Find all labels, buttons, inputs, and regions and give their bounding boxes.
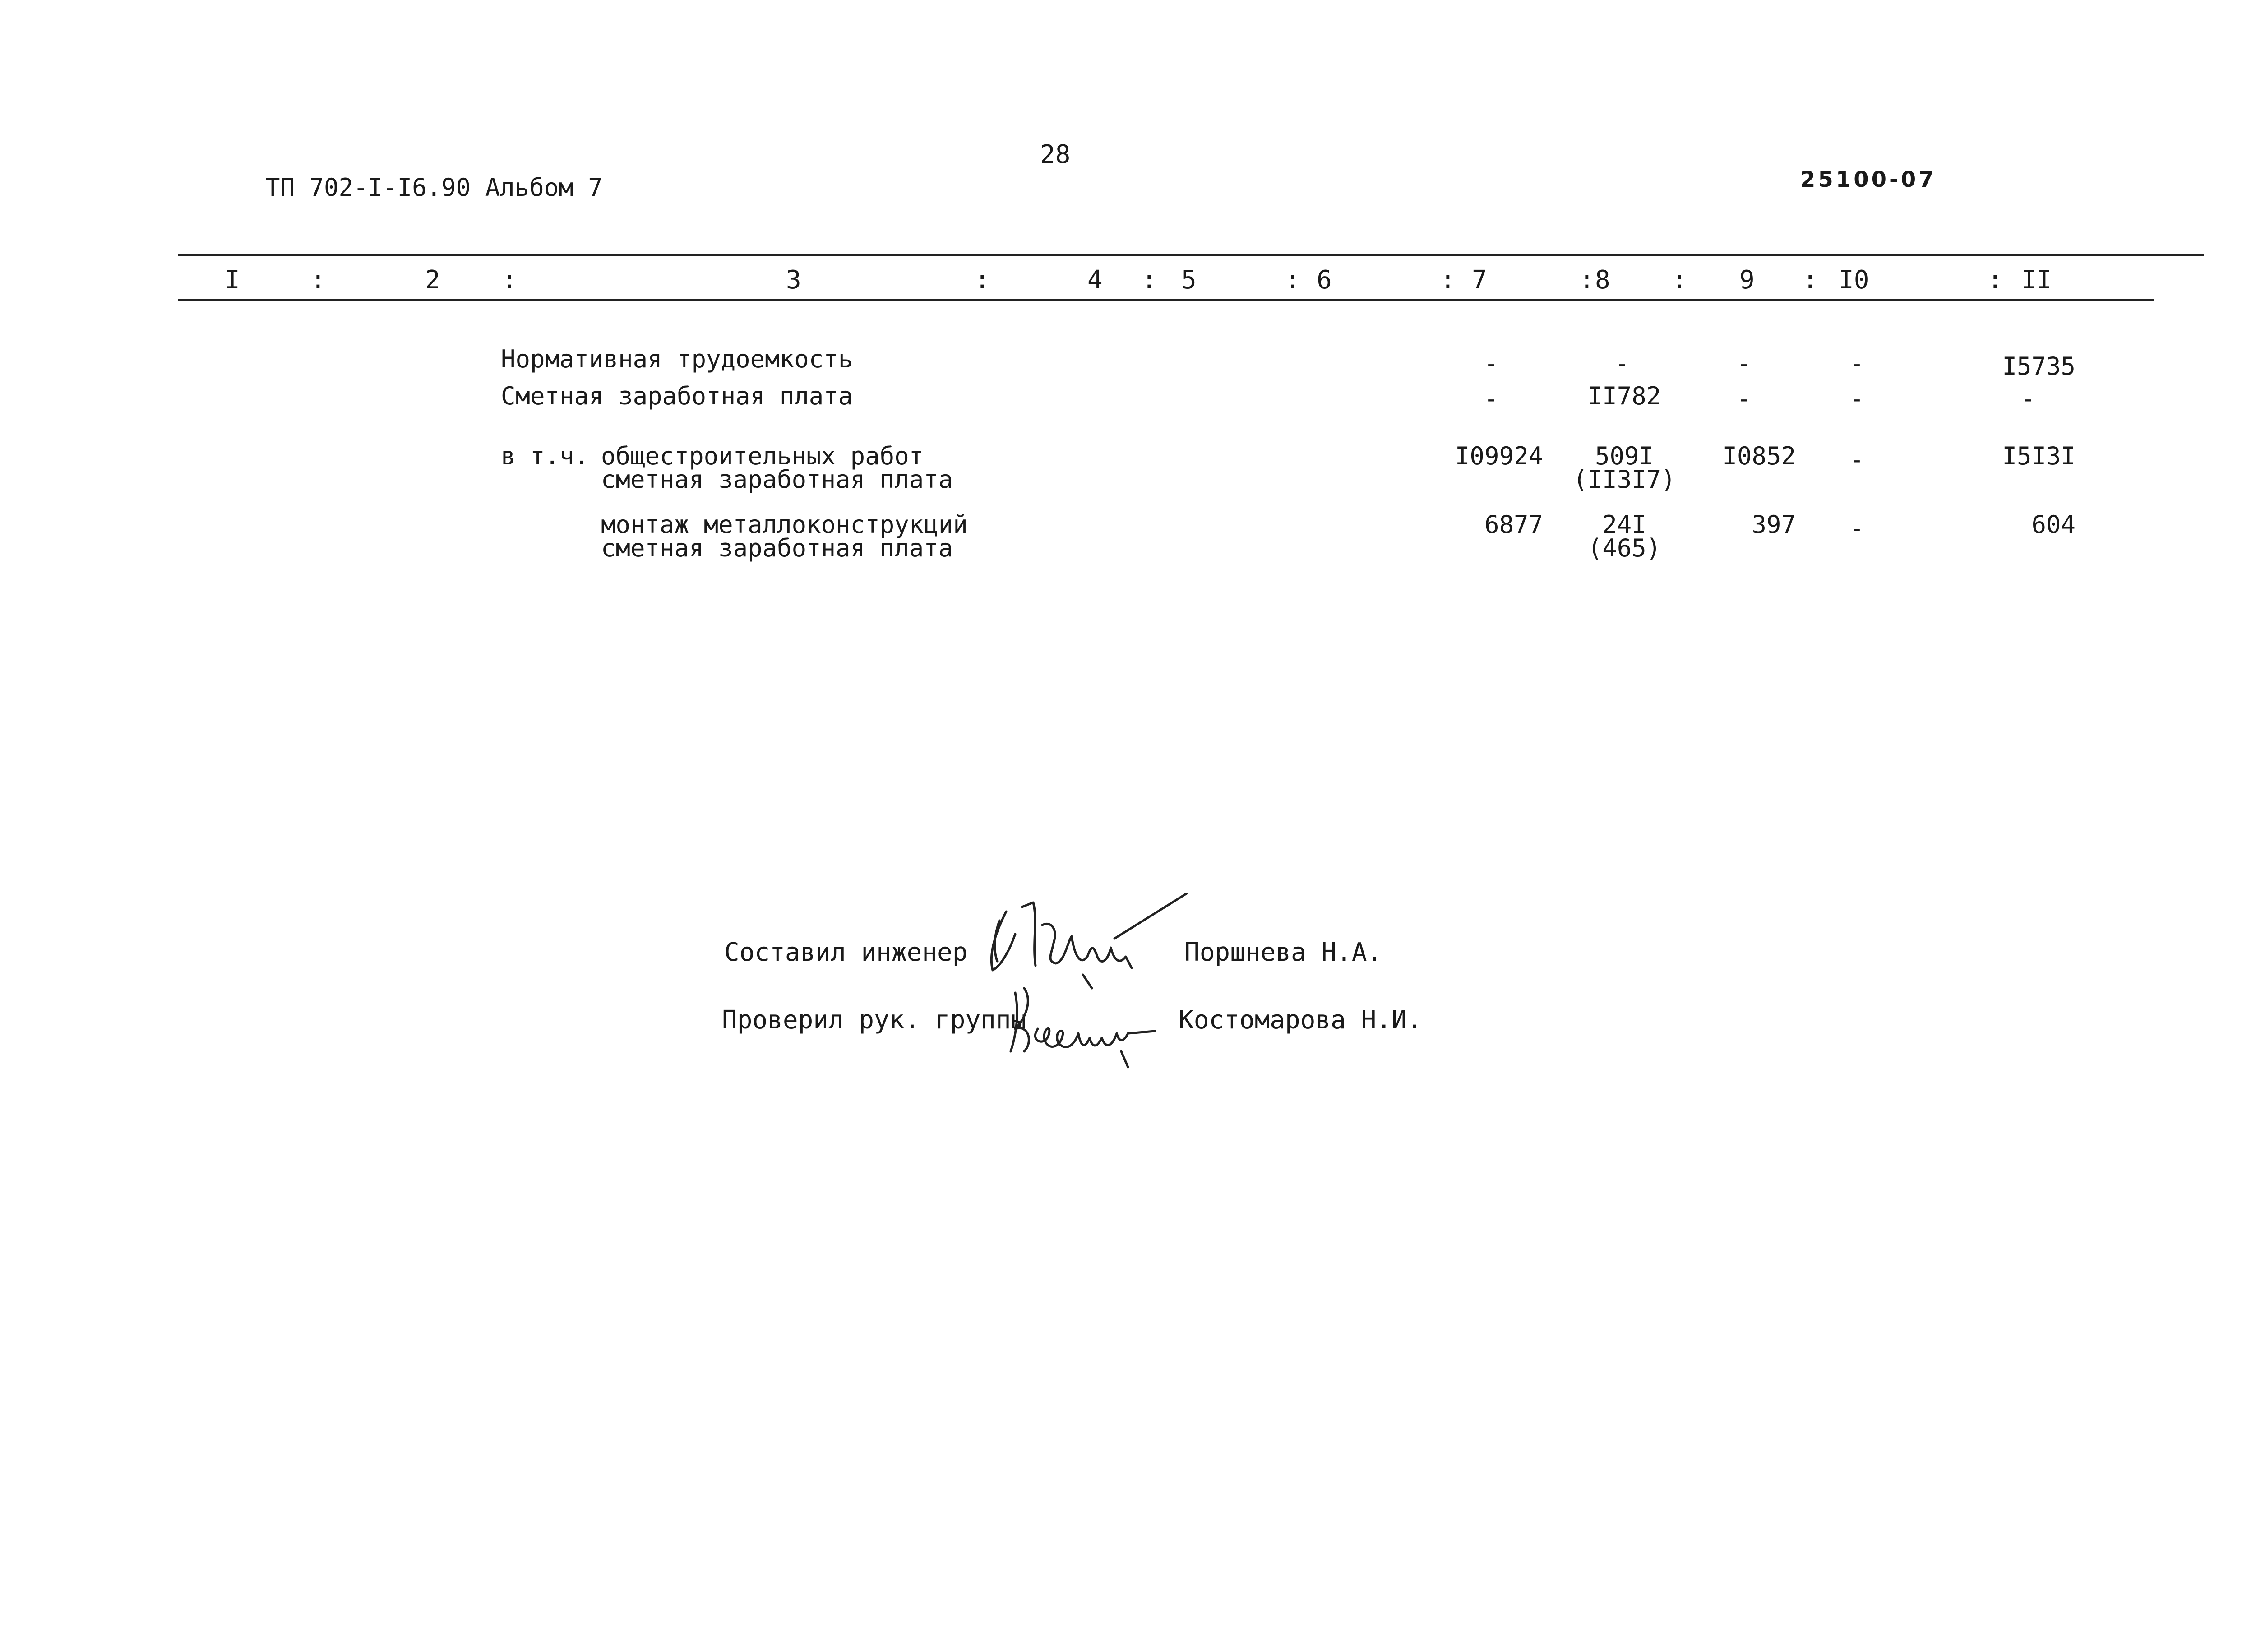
col-separator: : [1988,265,2003,295]
cell-col-9: 397 [1752,510,1796,539]
row-prefix: в т.ч. [501,442,589,470]
col-separator: : [1142,265,1157,295]
cell-col-11: - [2020,384,2036,413]
row-label-sub: сметная заработная плата [601,534,953,562]
col-separator: : [310,265,326,295]
table-top-rule [178,254,2204,256]
row-label-sub: сметная заработная плата [601,465,953,494]
col-header-11: II [2021,265,2052,295]
table-header-bottom-rule [178,299,2154,301]
col-header-1: I [225,265,240,295]
checked-by-label: Проверил рук. группы [722,1005,1026,1035]
cell-col-8-sub: (465) [1587,534,1661,562]
col-separator: : [975,265,990,295]
checked-by-name: Костомарова Н.И. [1179,1005,1422,1035]
col-header-2: 2 [425,265,440,295]
col-separator: : [502,265,517,295]
cell-col-8: II782 [1587,382,1661,410]
col-separator: : [1672,265,1687,295]
cell-col-9: - [1736,384,1752,413]
col-header-8: 8 [1595,265,1610,295]
cell-col-8: 509I [1595,442,1654,470]
col-header-4: 4 [1087,265,1103,295]
cell-col-7: - [1484,384,1499,413]
col-header-3: 3 [786,265,801,295]
col-header-6: 6 [1317,265,1332,295]
cell-col-9: - [1736,349,1752,378]
cell-col-10: - [1849,384,1864,413]
col-header-7: 7 [1472,265,1487,295]
col-header-5: 5 [1181,265,1197,295]
cell-col-11: I5I3I [2002,442,2076,470]
document-code: 25100-07 [1800,167,1937,192]
col-header-9: 9 [1739,265,1755,295]
col-separator: : [1440,265,1456,295]
cell-col-8: 24I [1602,510,1646,539]
cell-col-7: I09924 [1455,442,1543,470]
cell-col-9: I0852 [1722,442,1796,470]
cell-col-11: 604 [2031,510,2076,539]
row-label: монтаж металлоконструкций [601,510,968,539]
row-label: Нормативная трудоемкость [501,345,853,373]
cell-col-7: - [1484,349,1499,378]
cell-col-10: - [1849,349,1864,378]
cell-col-10: - [1849,514,1864,542]
cell-col-8: - [1614,349,1630,378]
cell-col-8-sub: (II3I7) [1573,465,1676,494]
compiled-by-name: Поршнева Н.А. [1184,938,1382,967]
col-separator: : [1285,265,1300,295]
compiled-by-label: Составил инженер [724,938,968,967]
col-separator: : [1579,265,1595,295]
col-header-10: I0 [1839,265,1869,295]
col-separator: : [1803,265,1818,295]
checked-signature-image [1006,975,1196,1069]
page-number: 28 [1040,140,1071,169]
row-label: Сметная заработная плата [501,382,853,410]
cell-col-10: - [1849,445,1864,474]
cell-col-7: 6877 [1484,510,1543,539]
cell-col-11: I5735 [2002,352,2076,380]
row-label: общестроительных работ [601,442,924,470]
document-title: ТП 702-I-I6.90 Альбом 7 [265,173,603,202]
